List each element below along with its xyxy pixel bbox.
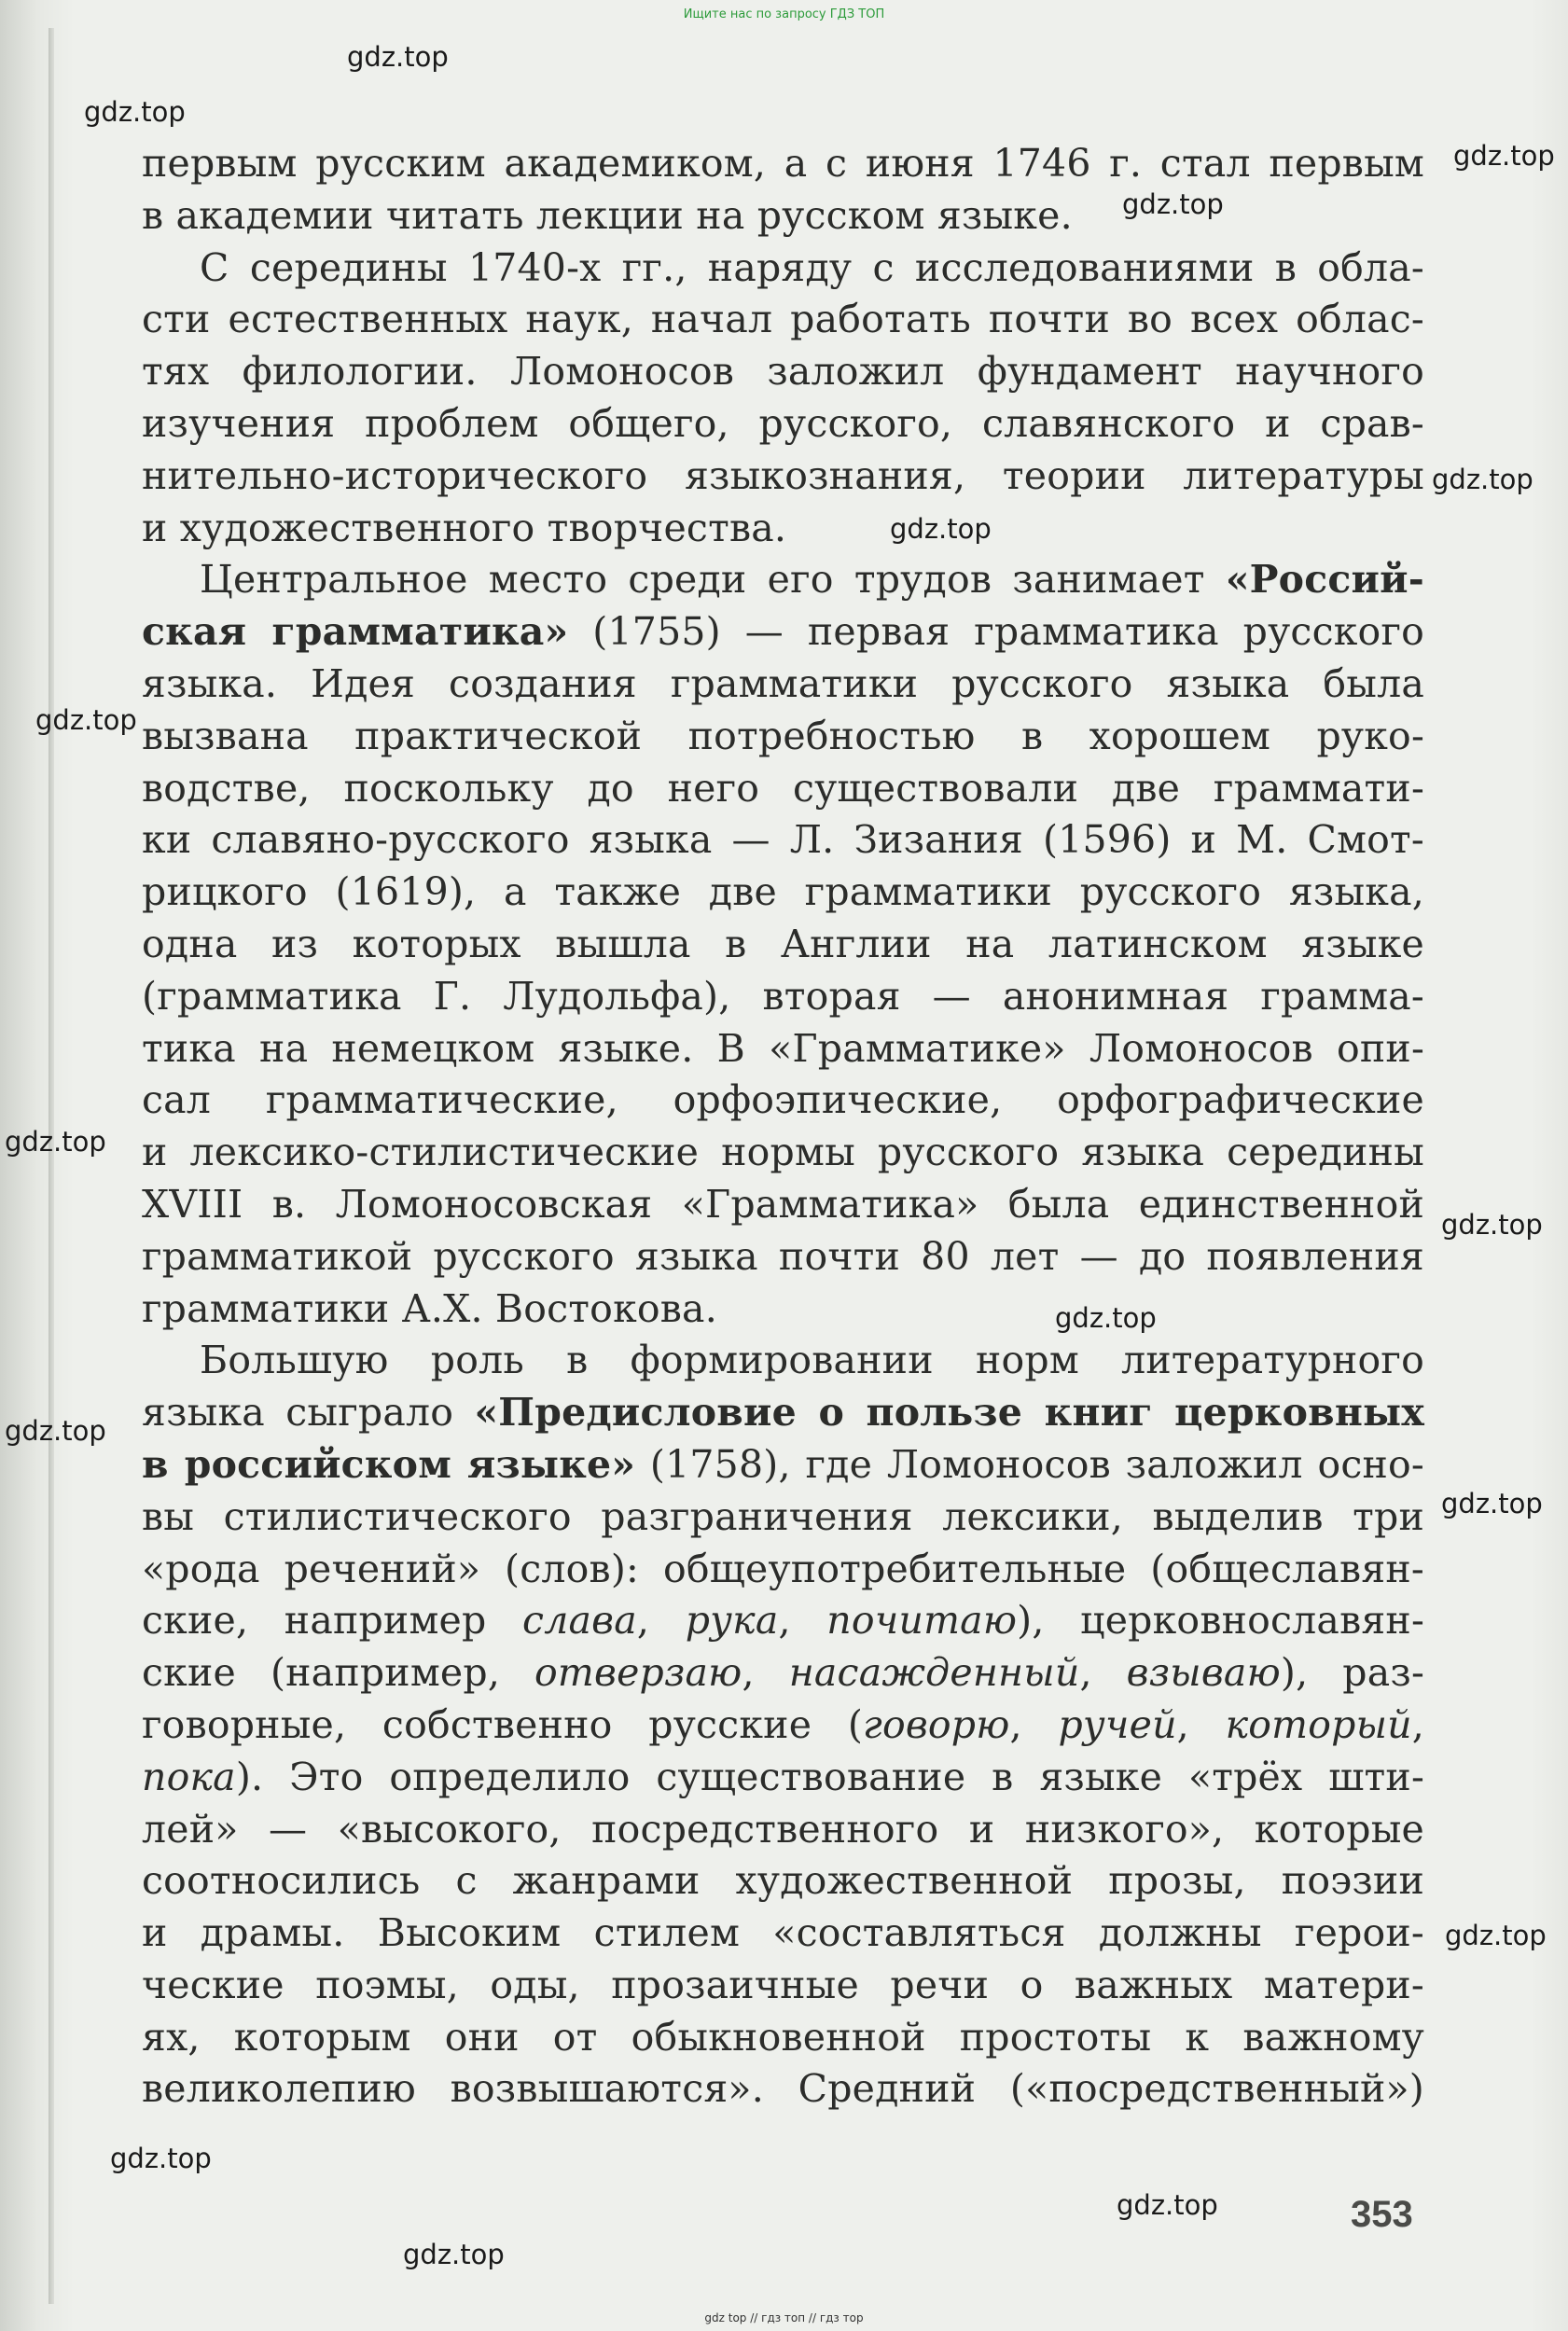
header-search-note: Ищите нас по запросу ГДЗ ТОП <box>683 7 885 21</box>
text-segment: , <box>636 1598 686 1644</box>
text-segment: ). Это определило существование в языке «трёх шти- <box>235 1754 1424 1799</box>
text-segment: , <box>1079 1650 1127 1696</box>
text-line <box>142 1595 1424 1647</box>
watermark: gdz.top <box>5 1126 106 1158</box>
text-segment: (грамматика Г. Лудольфа), вторая — анонимная грамма- <box>142 973 1424 1019</box>
watermark: gdz.top <box>5 1415 106 1447</box>
text-segment: и художественного творчества. <box>142 505 787 550</box>
italic-example-word: рука <box>685 1598 779 1644</box>
text-line <box>142 659 1424 711</box>
watermark: gdz.top <box>890 513 992 545</box>
italic-example-word: насажденный <box>788 1650 1080 1696</box>
text-line <box>142 1752 1424 1804</box>
text-line <box>142 2012 1424 2064</box>
text-segment: Большую роль в формировании норм литературного <box>200 1338 1424 1383</box>
body-text <box>142 138 1424 2116</box>
text-segment: и драмы. Высоким стилем «составляться должны герои- <box>142 1910 1424 1956</box>
text-segment: соотносились с жанрами художественной прозы, поэзии <box>142 1858 1424 1904</box>
text-segment: сал грамматические, орфоэпические, орфографические <box>142 1077 1424 1123</box>
text-line <box>142 711 1424 763</box>
text-line <box>142 1700 1424 1752</box>
text-segment: ях, которым они от обыкновенной простоты к важному <box>142 2014 1424 2060</box>
bold-text: в российском языке» <box>142 1441 636 1487</box>
text-line <box>142 1231 1424 1283</box>
text-segment: ские (например, <box>142 1650 535 1696</box>
text-segment: (1755) — первая грамматика русского <box>568 609 1425 655</box>
text-segment: грамматики А.Х. Востокова. <box>142 1285 717 1331</box>
text-segment: тика на немецком языке. В «Грамматике» Ломоносов опи- <box>142 1025 1424 1071</box>
text-line <box>142 1647 1424 1700</box>
text-line <box>142 763 1424 815</box>
text-segment: водстве, поскольку до него существовали две граммати- <box>142 765 1424 811</box>
text-line <box>142 1387 1424 1439</box>
italic-example-word: отверзаю <box>534 1650 742 1696</box>
text-segment: в академии читать лекции на русском языке. <box>142 192 1073 238</box>
bold-text: ская грамматика» <box>142 609 569 655</box>
watermark: gdz.top <box>1445 1920 1547 1951</box>
text-line <box>142 294 1424 346</box>
text-line <box>142 1335 1424 1387</box>
page-number: 353 <box>1351 2194 1413 2235</box>
text-segment: , <box>1411 1701 1425 1747</box>
text-line <box>142 346 1424 398</box>
page-spine-shadow <box>49 28 54 2304</box>
text-segment: ские, например <box>142 1598 523 1644</box>
text-line <box>142 1908 1424 1960</box>
bold-text: «Россий- <box>1225 557 1424 603</box>
text-line <box>142 243 1424 295</box>
text-segment: первым русским академиком, а с июня 1746 г. стал первым <box>142 141 1424 186</box>
watermark: gdz.top <box>110 2143 212 2174</box>
text-segment: (1758), где Ломоносов заложил осно- <box>635 1441 1424 1487</box>
text-line <box>142 1439 1424 1492</box>
text-segment: Центральное место среди его трудов занимает <box>200 557 1226 603</box>
text-segment: языка. Идея создания грамматики русского языка была <box>142 660 1424 706</box>
text-segment: нительно-исторического языкознания, теории литературы <box>142 452 1424 498</box>
text-line <box>142 1075 1424 1127</box>
text-line <box>142 503 1424 555</box>
text-segment: и лексико-стилистические нормы русского языка середины <box>142 1130 1424 1175</box>
text-line <box>142 867 1424 919</box>
watermark: gdz.top <box>1453 140 1555 172</box>
text-segment: , <box>778 1598 827 1644</box>
italic-example-word: говорю <box>863 1701 1010 1747</box>
text-segment: «рода речений» (слов): общеупотребительные (общеславян- <box>142 1546 1424 1591</box>
bold-text: «Предисловие о пользе книг церковных <box>474 1390 1424 1436</box>
watermark: gdz.top <box>1122 188 1224 220</box>
text-line <box>142 1960 1424 2012</box>
text-line <box>142 2063 1424 2116</box>
text-segment: изучения проблем общего, русского, славянского и срав- <box>142 400 1424 446</box>
text-line <box>142 398 1424 451</box>
italic-example-word: взываю <box>1126 1650 1281 1696</box>
watermark: gdz.top <box>1432 464 1533 495</box>
watermark: gdz.top <box>1441 1488 1543 1519</box>
watermark: gdz.top <box>1117 2189 1218 2221</box>
text-segment: , <box>1176 1701 1226 1747</box>
text-segment: вызвана практической потребностью в хорошем руко- <box>142 713 1424 758</box>
italic-example-word: почитаю <box>826 1598 1018 1644</box>
text-line <box>142 1804 1424 1856</box>
watermark: gdz.top <box>347 41 449 73</box>
text-line <box>142 606 1424 659</box>
watermark: gdz.top <box>1441 1209 1543 1241</box>
text-segment: лей» — «высокого, посредственного и низкого», которые <box>142 1806 1424 1852</box>
text-segment: ческие поэмы, оды, прозаичные речи о важных матери- <box>142 1962 1424 2007</box>
text-line <box>142 971 1424 1023</box>
text-line <box>142 451 1424 503</box>
italic-example-word: пока <box>142 1754 236 1799</box>
text-line <box>142 1283 1424 1336</box>
text-segment: , <box>1009 1701 1059 1747</box>
text-segment: С середины 1740-х гг., наряду с исследованиями в обла- <box>200 244 1424 290</box>
text-segment: , <box>742 1650 789 1696</box>
text-line <box>142 1127 1424 1179</box>
text-segment: сти естественных наук, начал работать почти во всех облас- <box>142 297 1424 342</box>
text-line <box>142 1179 1424 1231</box>
text-segment: тях филологии. Ломоносов заложил фундамент научного <box>142 349 1424 395</box>
text-segment: одна из которых вышла в Англии на латинском языке <box>142 921 1424 966</box>
text-line <box>142 554 1424 606</box>
text-line <box>142 1023 1424 1075</box>
text-segment: рицкого (1619), а также две грамматики русского языка, <box>142 869 1424 915</box>
watermark: gdz.top <box>403 2239 505 2270</box>
text-segment: говорные, собственно русские ( <box>142 1701 864 1747</box>
text-line <box>142 1544 1424 1596</box>
italic-example-word: ручей <box>1058 1701 1177 1747</box>
text-line <box>142 814 1424 867</box>
footer-note: gdz top // гдз топ // гдз тор <box>704 2311 864 2324</box>
italic-example-word: слава <box>522 1598 637 1644</box>
watermark: gdz.top <box>1055 1302 1157 1334</box>
text-segment: языка сыграло <box>142 1390 475 1436</box>
text-segment: XVIII в. Ломоносовская «Грамматика» была единственной <box>142 1181 1424 1227</box>
text-segment: грамматикой русского языка почти 80 лет — до появления <box>142 1233 1424 1279</box>
text-line <box>142 190 1424 243</box>
text-line <box>142 919 1424 971</box>
text-segment: вы стилистического разграничения лексики, выделив три <box>142 1493 1424 1539</box>
text-line <box>142 1492 1424 1544</box>
watermark: gdz.top <box>35 704 137 736</box>
text-line <box>142 138 1424 190</box>
text-segment: ки славяно-русского языка — Л. Зизания (1596) и М. Смот- <box>142 817 1424 863</box>
text-segment: ), раз- <box>1280 1650 1425 1696</box>
watermark: gdz.top <box>84 96 186 128</box>
text-line <box>142 1855 1424 1908</box>
text-segment: великолепию возвышаются». Средний («посредственный») <box>142 2066 1424 2112</box>
text-segment: ), церковнославян- <box>1017 1598 1424 1644</box>
italic-example-word: который <box>1225 1701 1412 1747</box>
